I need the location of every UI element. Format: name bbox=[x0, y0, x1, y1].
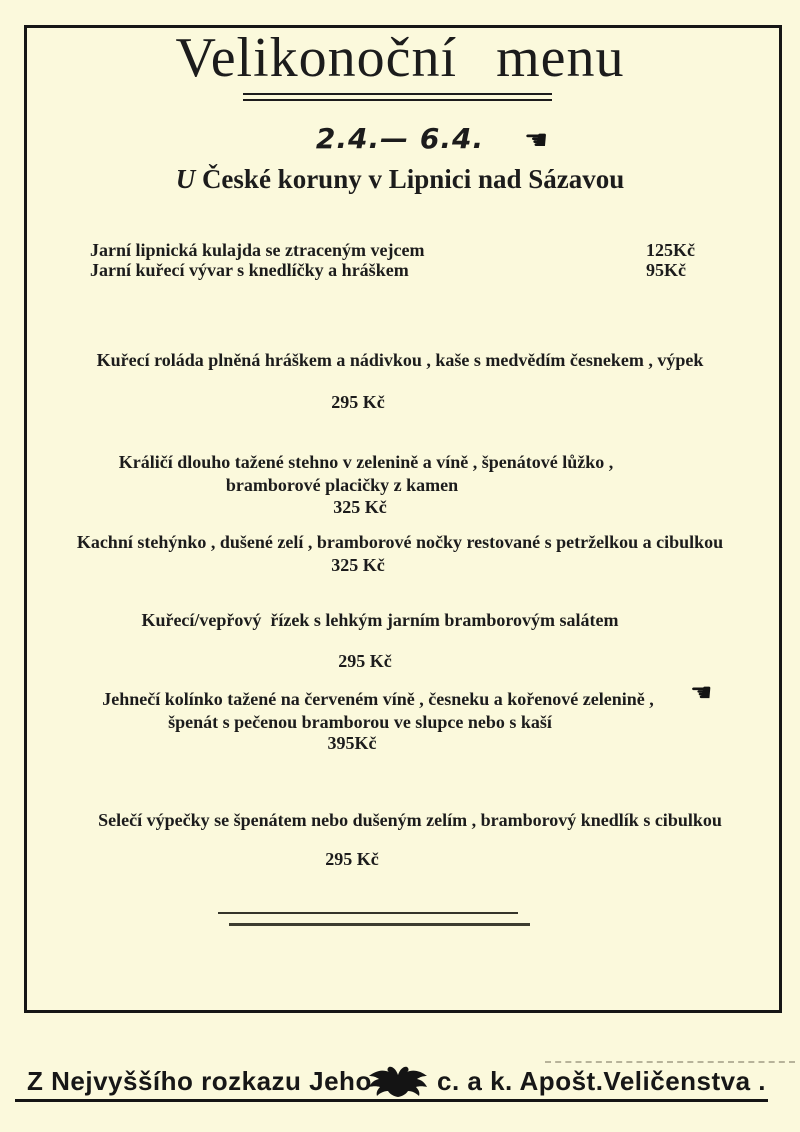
dish-name: Jehnečí kolínko tažené na červeném víně , česneku a kořenové zelenině , bbox=[102, 689, 654, 709]
dish-name-line2: bramborové placičky z kamen bbox=[225, 475, 459, 495]
dish-price: 295 Kč bbox=[331, 392, 385, 412]
divider-line-1 bbox=[218, 912, 518, 914]
dish-name-line2: špenát s pečenou bramborou ve slupce nebo s kaší bbox=[168, 712, 552, 732]
dish-price: 395Kč bbox=[327, 733, 377, 753]
title-double-rule bbox=[243, 93, 552, 101]
dish-name: Kachní stehýnko , dušené zelí , bramborové nočky restované s petrželkou a cibulkou bbox=[76, 532, 724, 552]
scan-artifact-dashed-line bbox=[545, 1061, 795, 1063]
dish-price: 325 Kč bbox=[333, 497, 387, 517]
dish-price: 295 Kč bbox=[338, 651, 392, 671]
dish-price: 325 Kč bbox=[331, 555, 385, 575]
footer-underline-left bbox=[15, 1099, 466, 1102]
footer-motto-left: Z Nejvyššího rozkazu Jeho bbox=[27, 1066, 372, 1096]
venue-prefix: U bbox=[175, 164, 196, 194]
dish-name: Selečí výpečky se špenátem nebo dušeným zelím , bramborový knedlík s cibulkou bbox=[98, 810, 722, 830]
date-range: 2.4.— 6.4. bbox=[315, 122, 485, 155]
dish-name: Kuřecí roláda plněná hráškem a nádivkou , kaše s medvědím česnekem , výpek bbox=[96, 350, 704, 370]
soup-price: 95Kč bbox=[646, 260, 686, 280]
dish-name: Králičí dlouho tažené stehno v zelenině a víně , špenátové lůžko , bbox=[118, 452, 614, 472]
soup-name: Jarní kuřecí vývar s knedlíčky a hráškem bbox=[90, 260, 409, 280]
venue-name bbox=[0, 164, 800, 195]
footer-motto-right: c. a k. Apošt.Veličenstva . bbox=[437, 1066, 767, 1096]
dish-name: Kuřecí/vepřový řízek s lehkým jarním bramborovým salátem bbox=[141, 610, 619, 630]
double-eagle-emblem-icon bbox=[367, 1063, 429, 1099]
dish-price: 295 Kč bbox=[325, 849, 379, 869]
soup-price: 125Kč bbox=[646, 240, 695, 260]
pointing-hand-icon: ☚ bbox=[524, 125, 549, 156]
footer-underline-right bbox=[437, 1099, 768, 1102]
pointing-hand-icon: ☚ bbox=[690, 678, 713, 707]
soup-name: Jarní lipnická kulajda se ztraceným vejcem bbox=[90, 240, 425, 260]
divider-line-2 bbox=[229, 923, 530, 926]
menu-title: Velikonoční menu bbox=[175, 27, 625, 89]
venue-rest: České koruny v Lipnici nad Sázavou bbox=[195, 164, 625, 194]
